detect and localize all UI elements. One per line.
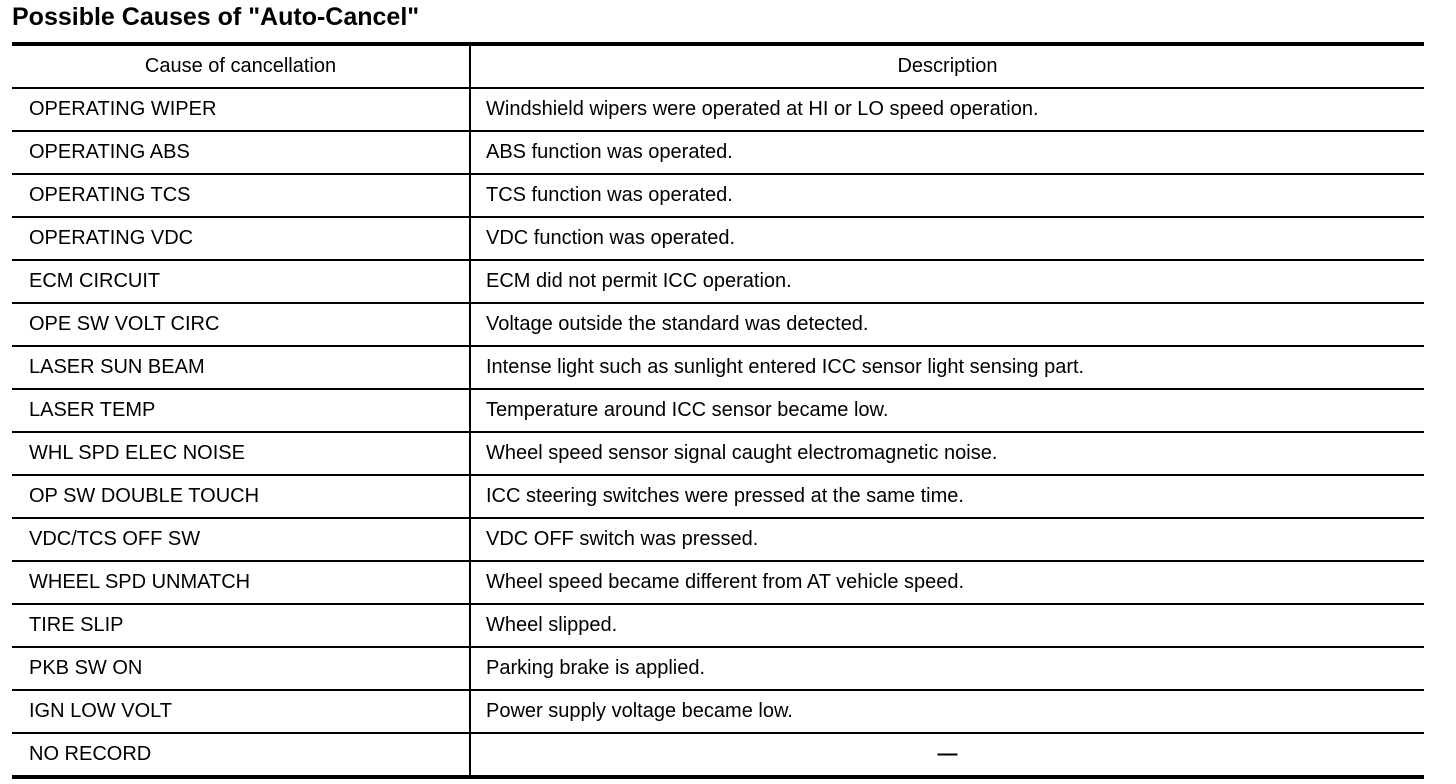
description-cell: ECM did not permit ICC operation. <box>470 260 1424 303</box>
cause-cell: OPE SW VOLT CIRC <box>12 303 470 346</box>
table-row <box>12 346 1424 389</box>
description-cell: VDC OFF switch was pressed. <box>470 518 1424 561</box>
table-row <box>12 518 1424 561</box>
cause-cell: OP SW DOUBLE TOUCH <box>12 475 470 518</box>
table-row <box>12 131 1424 174</box>
cause-cell: TIRE SLIP <box>12 604 470 647</box>
table-row <box>12 647 1424 690</box>
auto-cancel-causes-table <box>12 42 1424 779</box>
column-header-description: Description <box>470 44 1424 88</box>
description-cell: Wheel slipped. <box>470 604 1424 647</box>
cause-cell: OPERATING ABS <box>12 131 470 174</box>
table-row <box>12 217 1424 260</box>
description-cell: Voltage outside the standard was detected. <box>470 303 1424 346</box>
cause-cell: VDC/TCS OFF SW <box>12 518 470 561</box>
description-cell: Intense light such as sunlight entered ICC sensor light sensing part. <box>470 346 1424 389</box>
cause-cell: ECM CIRCUIT <box>12 260 470 303</box>
description-cell: Temperature around ICC sensor became low. <box>470 389 1424 432</box>
cause-cell: OPERATING WIPER <box>12 88 470 131</box>
description-cell: ABS function was operated. <box>470 131 1424 174</box>
description-cell: VDC function was operated. <box>470 217 1424 260</box>
table-row <box>12 561 1424 604</box>
table-row <box>12 690 1424 733</box>
table-row <box>12 733 1424 777</box>
table-row <box>12 260 1424 303</box>
table-row <box>12 604 1424 647</box>
table-row <box>12 303 1424 346</box>
cause-cell: PKB SW ON <box>12 647 470 690</box>
description-cell: Power supply voltage became low. <box>470 690 1424 733</box>
cause-cell: LASER SUN BEAM <box>12 346 470 389</box>
description-cell: ICC steering switches were pressed at the same time. <box>470 475 1424 518</box>
cause-cell: WHL SPD ELEC NOISE <box>12 432 470 475</box>
cause-cell: OPERATING VDC <box>12 217 470 260</box>
page-title: Possible Causes of "Auto-Cancel" <box>12 3 420 31</box>
cause-cell: WHEEL SPD UNMATCH <box>12 561 470 604</box>
table-header-row <box>12 44 1424 88</box>
column-header-cause: Cause of cancellation <box>12 44 470 88</box>
table-row <box>12 174 1424 217</box>
cause-cell: NO RECORD <box>12 733 470 777</box>
auto-cancel-table-container <box>12 42 1424 779</box>
description-cell: Windshield wipers were operated at HI or LO speed operation. <box>470 88 1424 131</box>
description-cell: Wheel speed sensor signal caught electromagnetic noise. <box>470 432 1424 475</box>
table-row <box>12 88 1424 131</box>
cause-cell: LASER TEMP <box>12 389 470 432</box>
table-row <box>12 432 1424 475</box>
table-row <box>12 389 1424 432</box>
table-row <box>12 475 1424 518</box>
description-cell: Parking brake is applied. <box>470 647 1424 690</box>
description-cell: TCS function was operated. <box>470 174 1424 217</box>
description-cell: Wheel speed became different from AT vehicle speed. <box>470 561 1424 604</box>
cause-cell: OPERATING TCS <box>12 174 470 217</box>
description-cell-dash: — <box>937 743 958 765</box>
cause-cell: IGN LOW VOLT <box>12 690 470 733</box>
